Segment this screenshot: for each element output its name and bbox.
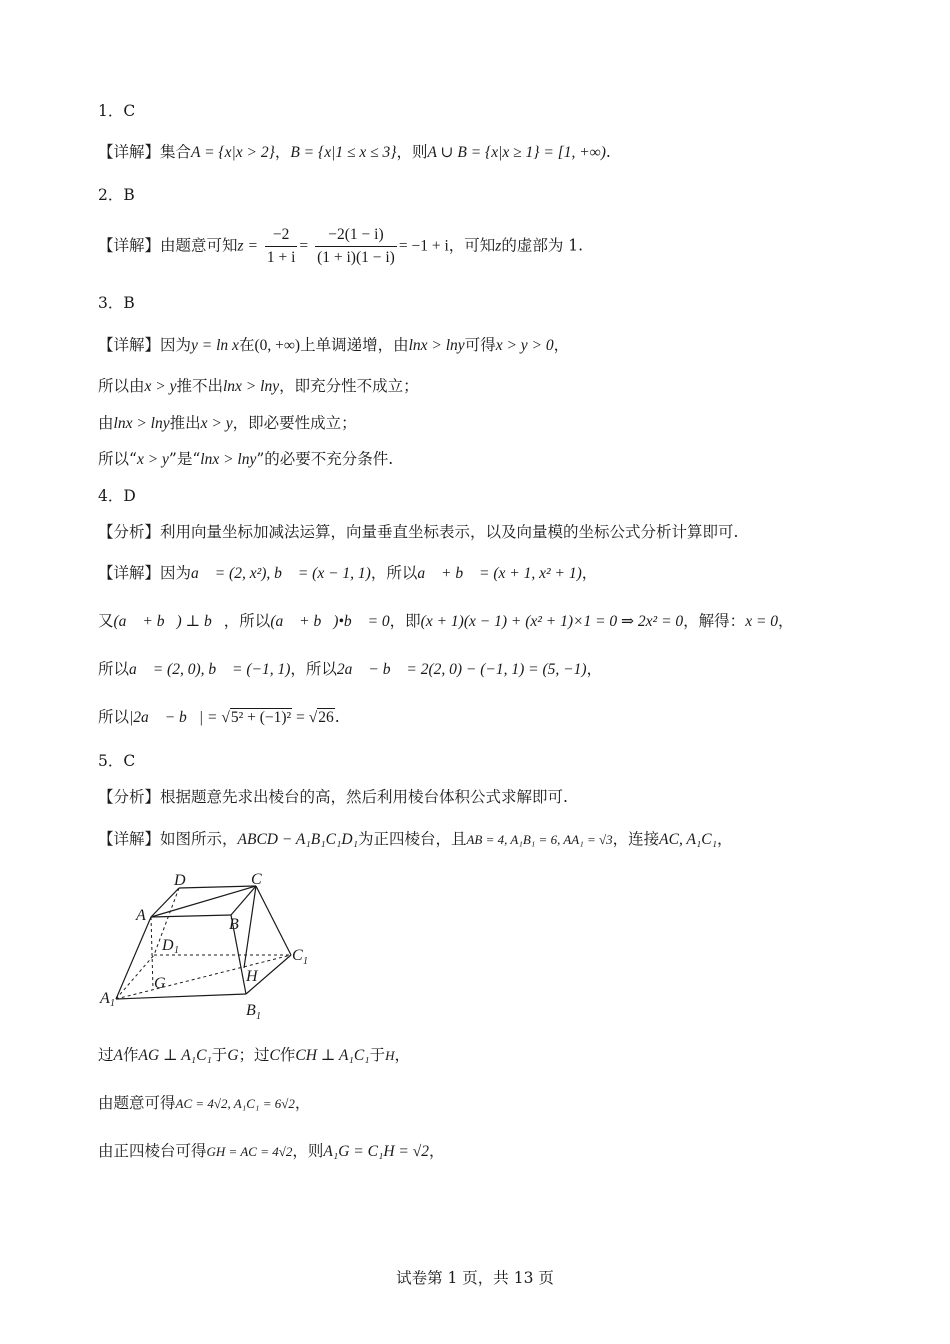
edge-a1b1 [116, 994, 246, 999]
q3-detail-line2 [98, 375, 419, 398]
analysis-tag: 【分析】 [98, 523, 161, 541]
text: 又 [98, 612, 114, 630]
math: ABCD − A₁B₁C₁D₁ [237, 831, 358, 848]
q5-detail-line2 [98, 1044, 410, 1067]
text: ，即 [389, 612, 421, 630]
math: 2a⃗ − b⃗ = 2(2, 0) − (−1, 1) = (5, −1) [336, 661, 587, 678]
text: . [605, 143, 611, 161]
math: C [269, 1047, 280, 1064]
label-b1-sub: 1 [256, 1011, 261, 1022]
math: CH ⊥ A₁C₁ [295, 1047, 370, 1064]
label-g: G [154, 975, 166, 992]
math: (0, +∞) [254, 337, 301, 354]
q4-detail-line4 [98, 706, 340, 729]
text: 所以 [98, 660, 130, 678]
math: lnx > lny [408, 337, 465, 354]
label-c1: C [292, 947, 303, 964]
detail-tag: 【详解】 [98, 564, 161, 582]
text: ，解得： [683, 612, 746, 630]
text: 于 [369, 1046, 386, 1064]
page-footer: 试卷第 1 页，共 13 页 [396, 1269, 554, 1287]
text: 在 [238, 336, 255, 354]
math-eq: = [299, 237, 309, 255]
text: 根据题意先求出棱台的高，然后利用棱台体积公式求解即可. [160, 788, 568, 806]
q5-detail-line4 [98, 1140, 445, 1163]
math: AC, A₁C₁ [659, 831, 718, 848]
math: |2a⃗ − b⃗| = [129, 709, 222, 726]
q4-answer: 4．D [98, 487, 136, 505]
numerator: −2 [265, 225, 298, 247]
text: 为正四棱台，且 [357, 830, 467, 848]
detail-tag: 【详解】 [98, 830, 161, 848]
text: ，可知 [448, 236, 496, 255]
q3-detail-line3 [98, 412, 357, 435]
text: 推出 [169, 414, 201, 432]
math: AG ⊥ A₁C₁ [138, 1047, 212, 1064]
text: 集合 [160, 143, 192, 161]
math-sqrt: 26 [318, 709, 334, 726]
q3-answer: 3．B [98, 294, 135, 312]
text: ， [429, 1142, 445, 1160]
q5-answer: 5．C [98, 752, 136, 770]
math: H [385, 1048, 395, 1063]
text: 利用向量坐标加减法运算，向量垂直坐标表示，以及向量模的坐标公式分析计算即可. [160, 523, 739, 541]
text: ， [717, 830, 733, 848]
math: AB = 4, A₁B₁ = 6, AA₁ = √3 [466, 832, 613, 847]
math: = [292, 709, 309, 726]
sqrt-sign: √ [308, 709, 318, 726]
analysis-tag: 【分析】 [98, 788, 161, 806]
q2-answer: 2．B [98, 186, 135, 204]
text: 由 [98, 414, 114, 432]
seg-ag [151, 917, 153, 989]
q3-detail-line4 [98, 448, 393, 471]
math: GH = AC = 4√2 [206, 1144, 293, 1159]
edge-aa1 [116, 917, 151, 999]
text: ；过 [238, 1046, 270, 1064]
math-set-a: A = {x|x > 2} [191, 144, 275, 161]
q5-detail-line1 [98, 828, 733, 851]
text: 于 [211, 1046, 228, 1064]
math: x > y [200, 415, 233, 432]
text: 由正四棱台可得 [98, 1142, 207, 1160]
q4-detail-line1 [98, 562, 597, 585]
math: (a⃗ + b⃗) ⊥ b⃗ [113, 613, 224, 630]
math-union: A ∪ B = {x|x ≥ 1} = [1, +∞) [427, 144, 606, 161]
q4-detail-line3 [98, 658, 602, 681]
text: ”是“ [168, 450, 201, 468]
text: 作 [122, 1046, 139, 1064]
text: 由题意可得 [98, 1094, 176, 1112]
text: 上单调递增，由 [300, 336, 409, 354]
text: 过 [98, 1046, 114, 1064]
text: ，则 [292, 1142, 324, 1160]
math: AC = 4√2, A₁C₁ = 6√2 [175, 1096, 295, 1111]
text: ， [778, 612, 794, 630]
text: 因为 [160, 336, 192, 354]
text: 因为 [160, 564, 192, 582]
text: ，则 [396, 143, 428, 161]
label-a: A [136, 907, 146, 924]
denominator: (1 + i)(1 − i) [317, 249, 395, 266]
math: x > y [136, 451, 169, 468]
text: 所以由 [98, 377, 145, 395]
label-c1-sub: 1 [303, 956, 308, 967]
q4-analysis [98, 521, 738, 543]
detail-tag: 【详解】 [98, 236, 161, 255]
text: ，所以 [290, 660, 337, 678]
q1-answer: 1．C [98, 102, 136, 120]
math: A₁G = C₁H = √2 [323, 1143, 430, 1160]
detail-tag: 【详解】 [98, 143, 161, 161]
fraction-1 [265, 225, 298, 268]
math: A [113, 1047, 123, 1064]
text: ， [274, 143, 291, 161]
text: 由题意可知 [160, 236, 238, 255]
label-d1: D [162, 937, 174, 954]
label-d1-sub: 1 [174, 945, 179, 956]
text: 如图所示， [160, 830, 238, 848]
text: ， [586, 660, 603, 678]
text: 作 [279, 1046, 296, 1064]
edge-cc1 [256, 886, 291, 955]
denominator: 1 + i [266, 249, 296, 266]
text: 所以“ [98, 450, 137, 468]
q1-detail [98, 141, 611, 164]
edge-a1d1 [116, 955, 154, 999]
fraction-2 [315, 225, 397, 268]
math: x > y [144, 378, 177, 395]
math: lnx > lny [200, 451, 257, 468]
text: . [334, 708, 340, 726]
math-set-b: B = {x|1 ≤ x ≤ 3} [290, 144, 397, 161]
text: 可得 [464, 336, 496, 354]
text: ，连接 [612, 830, 660, 848]
math: (a⃗ + b⃗)•b⃗ = 0 [270, 613, 390, 630]
text: ， [553, 336, 570, 354]
math: a⃗ = (2, x²), b⃗ = (x − 1, 1) [191, 565, 371, 582]
text: ， [581, 564, 598, 582]
math: x = 0 [745, 613, 779, 630]
text: 所以 [98, 708, 130, 726]
edge-cd [179, 886, 256, 888]
label-b: B [229, 916, 239, 933]
math: (x + 1)(x − 1) + (x² + 1)×1 = 0 ⇒ 2x² = 0 [420, 613, 684, 630]
text: ，所以 [370, 564, 418, 582]
math-z: z [495, 237, 502, 255]
math-sqrt: 5² + (−1)² [230, 709, 292, 726]
text: ， [294, 1094, 311, 1112]
label-a1: A [100, 990, 110, 1007]
text: 推不出 [176, 377, 223, 395]
math: G [227, 1047, 239, 1064]
math-result: = −1 + i [398, 237, 449, 255]
text: ，即必要性成立； [232, 414, 357, 432]
edge-ab [151, 915, 231, 917]
math: a⃗ + b⃗ = (x + 1, x² + 1) [417, 565, 582, 582]
math-z: z = [237, 237, 258, 255]
label-h: H [246, 968, 258, 985]
q4-detail-line2 [98, 610, 794, 633]
label-a1-sub: 1 [110, 998, 115, 1009]
q5-detail-line3 [98, 1092, 310, 1115]
text: ，所以 [223, 612, 271, 630]
math: y = ln x [191, 337, 239, 354]
text: ，即充分性不成立； [279, 377, 419, 395]
text: ”的必要不充分条件. [256, 450, 394, 468]
sqrt-sign: √ [221, 709, 230, 726]
frustum-figure [96, 872, 326, 1022]
math: lnx > lny [223, 378, 280, 395]
label-c: C [251, 872, 262, 888]
math: a⃗ = (2, 0), b⃗ = (−1, 1) [129, 661, 291, 678]
q5-analysis [98, 786, 568, 808]
label-b1: B [246, 1002, 256, 1019]
q3-detail-line1 [98, 334, 569, 357]
label-d: D [174, 872, 186, 889]
numerator: −2(1 − i) [315, 225, 397, 247]
text: ， [394, 1046, 410, 1064]
detail-tag: 【详解】 [98, 336, 161, 354]
text: 的虚部为 1. [501, 236, 584, 255]
q2-detail [98, 225, 583, 268]
math: x > y > 0 [495, 337, 554, 354]
math: lnx > lny [113, 415, 170, 432]
